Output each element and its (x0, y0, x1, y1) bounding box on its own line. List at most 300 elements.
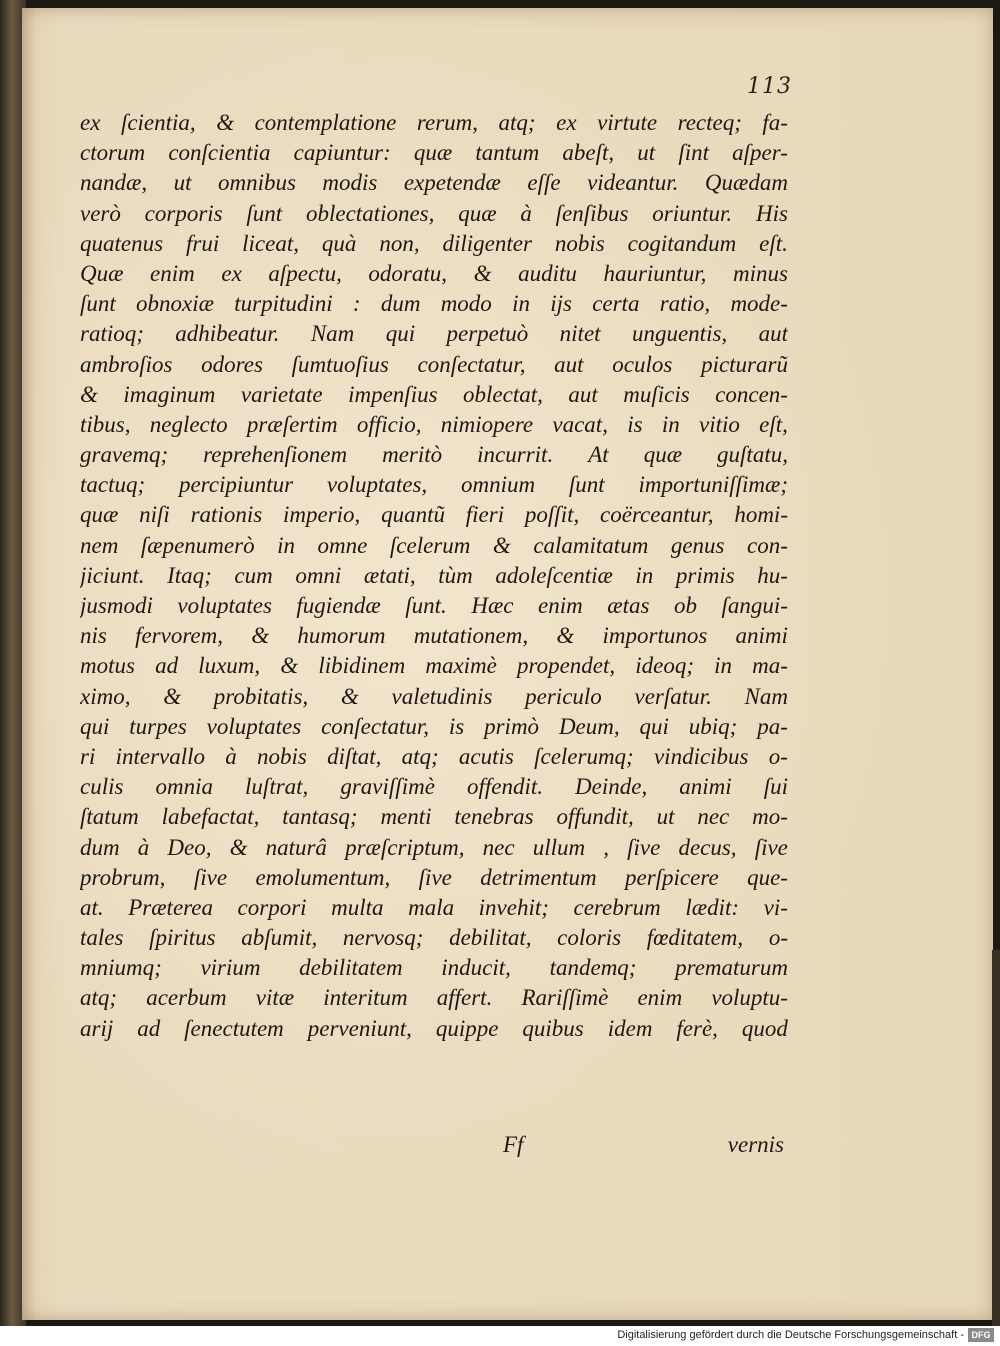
text-line (80, 1014, 788, 1044)
word: luſtrat, (245, 774, 309, 800)
word: à (225, 743, 237, 769)
word: imperio, (282, 502, 361, 528)
word: ſcelerumq; (534, 743, 634, 769)
word: o- (768, 925, 788, 951)
text-line (80, 893, 788, 923)
word: ſint (678, 140, 709, 166)
text-line (80, 350, 788, 380)
word: quæ (80, 502, 119, 528)
word: omnium (460, 472, 536, 498)
word: odoratu, (368, 260, 448, 286)
body-text (80, 108, 788, 1044)
word: enim (150, 260, 195, 286)
word: verſatur. (634, 683, 712, 709)
word: propendet, (516, 653, 616, 679)
word: nobis (554, 230, 605, 256)
word: fugiendæ (296, 593, 381, 618)
word: in (635, 562, 654, 588)
text-line (80, 108, 788, 138)
word: varietate (240, 381, 323, 407)
word: arij (80, 1015, 114, 1041)
word: mutationem, (413, 623, 529, 649)
word: atq; (498, 110, 536, 135)
word: certa (592, 291, 640, 317)
word: ſumtuoſius (291, 351, 389, 377)
word: mala (408, 894, 455, 920)
word: Hæc (471, 593, 514, 618)
word: & (280, 653, 299, 679)
word: ratio, (659, 291, 711, 317)
word: incurrit. (477, 442, 554, 468)
word: meritò (382, 442, 443, 468)
word: enim (538, 593, 583, 618)
word: diligenter (442, 230, 532, 256)
word: nem (80, 532, 119, 558)
word: & (251, 623, 270, 649)
word: concen- (715, 381, 788, 407)
word: primò (484, 713, 540, 739)
word: ratioq; (80, 321, 144, 347)
word: atq; (80, 985, 118, 1011)
word: unguentis, (631, 321, 728, 347)
word: offendit. (466, 774, 543, 800)
text-line (80, 712, 788, 742)
word: mode- (730, 291, 788, 317)
text-line (80, 410, 788, 440)
word: at. (80, 894, 104, 920)
word: tenebras (454, 804, 534, 830)
word: conſectatur, (321, 713, 430, 739)
word: Præterea (128, 894, 213, 920)
word: præſcriptum, (345, 834, 465, 860)
word: fœditatem, (646, 925, 744, 951)
word: poſſit, (524, 502, 580, 528)
word: importunos (602, 623, 708, 649)
word: intervallo (115, 743, 206, 769)
word: niſi (139, 502, 170, 528)
text-line (80, 772, 788, 802)
word: aſpectu, (268, 260, 342, 286)
word: qui (639, 713, 669, 739)
word: omnibus (217, 170, 296, 196)
word: Deum, (558, 713, 620, 739)
word: lædit: (685, 894, 740, 920)
word: hu- (757, 562, 788, 588)
word: ferè, (676, 1015, 718, 1041)
word: præſertim (246, 411, 338, 437)
word: jusmodi (80, 593, 153, 618)
word: Deo, (167, 834, 212, 860)
word: decus, (678, 834, 737, 860)
word: obnoxiæ (136, 291, 214, 317)
word: His (755, 200, 788, 226)
word: omne (317, 532, 368, 558)
word: multa (331, 894, 384, 920)
text-line (80, 953, 788, 983)
page-number: 113 (747, 74, 792, 99)
word: adhibeatur. (175, 321, 280, 347)
text-line (80, 591, 788, 621)
word: corpori (237, 894, 307, 920)
word: is (627, 411, 643, 437)
text-line (80, 199, 788, 229)
word: emolumentum, (255, 864, 391, 890)
word: acerbum (146, 985, 227, 1011)
word: fa- (762, 110, 788, 135)
word: naturâ (265, 834, 327, 860)
word: enim (637, 985, 683, 1011)
word: Rariſſimè (521, 985, 609, 1011)
text-line (80, 168, 788, 198)
word: homi- (734, 502, 788, 528)
word: picturarũ (701, 351, 788, 377)
word: inducit, (441, 955, 511, 981)
word: graviſſimè (340, 774, 435, 800)
word: & (229, 834, 248, 860)
text-line (80, 863, 788, 893)
word: nis (80, 623, 107, 649)
text-line (80, 833, 788, 863)
digitization-footer (0, 1326, 1000, 1346)
word: ut (656, 804, 675, 830)
word: frui (185, 230, 220, 256)
word: & (340, 683, 359, 709)
word: oblectat, (463, 381, 543, 407)
page-footer-marks (80, 1132, 784, 1162)
word: rerum, (416, 110, 479, 135)
word: modo (440, 291, 492, 317)
word: ſive (627, 834, 661, 860)
word: probrum, (80, 864, 166, 890)
word: ri (80, 743, 96, 769)
word: & (163, 683, 182, 709)
word: periculo (525, 683, 602, 709)
word: Itaq; (167, 562, 212, 588)
text-line (80, 470, 788, 500)
word: in (661, 411, 680, 437)
word: ætas (607, 593, 650, 618)
adjacent-page-edge (992, 950, 1000, 1326)
word: vitio (698, 411, 740, 437)
text-line (80, 440, 788, 470)
word: nimiopere (440, 411, 534, 437)
word: Nam (310, 321, 355, 347)
word: tactuq; (80, 472, 146, 498)
word: vindicibus (653, 743, 749, 769)
word: con- (747, 532, 788, 558)
word: auditu (518, 260, 577, 286)
word: ubiq; (688, 713, 738, 739)
word: calamitatum (533, 532, 649, 558)
word: luxum, (198, 653, 261, 679)
word: At (588, 442, 609, 468)
word: perpetuò (446, 321, 529, 347)
word: voluptates (206, 713, 302, 739)
word: modis (322, 170, 378, 196)
text-line (80, 500, 788, 530)
word: oblectationes, (306, 200, 435, 226)
word: genus (670, 532, 725, 558)
word: & (216, 110, 235, 135)
word: percipiuntur (178, 472, 294, 498)
word: Quæ (80, 260, 124, 286)
word: eſt, (759, 411, 788, 437)
word: ſive (754, 834, 788, 860)
word: dum (380, 291, 421, 317)
word: offundit, (556, 804, 634, 830)
funding-credit: Digitalisierung gefördert durch die Deutsche Forschungsgemeinschaft - (617, 1329, 964, 1341)
word: nitet (559, 321, 601, 347)
word: gravemq; (80, 442, 169, 468)
word: vitæ (255, 985, 295, 1011)
word: invehit; (478, 894, 549, 920)
word: eſſe (527, 170, 561, 196)
text-line (80, 259, 788, 289)
word: videantur. (587, 170, 679, 196)
word: ambroſios (80, 351, 173, 377)
word: Quædam (704, 170, 788, 196)
word: fervorem, (135, 623, 224, 649)
word: dum (80, 834, 120, 860)
word: conſectatur, (417, 351, 526, 377)
word: odores (201, 351, 263, 377)
word: ximo, (80, 683, 131, 709)
word: contemplatione (254, 110, 397, 135)
word: ſcientia, (120, 110, 196, 135)
word: ob (673, 593, 697, 618)
word: verò (80, 200, 121, 226)
word: omni (295, 562, 342, 588)
word: , (603, 834, 609, 860)
word: cum (234, 562, 273, 588)
word: oriuntur. (652, 200, 733, 226)
word: oculos (612, 351, 673, 377)
word: primis (675, 562, 735, 588)
word: non, (379, 230, 420, 256)
word: ſive (193, 864, 228, 890)
word: ad (137, 1015, 161, 1041)
word: quæ (458, 200, 497, 226)
text-line (80, 380, 788, 410)
word: cogitandum (627, 230, 737, 256)
word: fieri (465, 502, 505, 528)
word: ſenectutem (184, 1015, 284, 1041)
word: ullum (532, 834, 586, 860)
word: abeſt, (562, 140, 615, 166)
word: ad (155, 653, 179, 679)
word: virium (200, 955, 261, 981)
text-line (80, 229, 788, 259)
word: tibus, (80, 411, 131, 437)
word: nec (697, 804, 730, 830)
word: ſcelerum (389, 532, 471, 558)
word: labefactat, (161, 804, 260, 830)
word: quæ (643, 442, 683, 468)
word: ſunt (246, 200, 283, 226)
word: coloris (557, 925, 622, 951)
word: mniumq; (80, 955, 162, 981)
word: coërceantur, (600, 502, 714, 528)
word: diſtat, (327, 743, 382, 769)
word: in (512, 291, 530, 317)
word: quippe (435, 1015, 499, 1041)
word: quæ (413, 140, 453, 166)
word: tantum (475, 140, 540, 166)
word: & (492, 532, 511, 558)
text-line (80, 983, 788, 1013)
word: in (277, 532, 295, 558)
word: atq; (401, 743, 439, 769)
signature-mark: Ff (503, 1132, 524, 1157)
word: idem (607, 1015, 653, 1041)
word: aſper- (732, 140, 788, 166)
word: hauriuntur, (603, 260, 707, 286)
word: quantũ (381, 502, 445, 528)
catchword: vernis (727, 1132, 784, 1157)
word: o- (768, 743, 788, 769)
word: minus (732, 260, 788, 286)
word: nandæ, (80, 170, 148, 196)
word: eſt. (759, 230, 788, 256)
word: nervosq; (342, 925, 424, 951)
word: ideoq; (635, 653, 695, 679)
word: ex (80, 110, 101, 135)
word: perſpicere (624, 864, 719, 890)
word: expetendæ (403, 170, 501, 196)
word: quatenus (80, 230, 164, 256)
word: vi- (763, 894, 788, 920)
text-line (80, 682, 788, 712)
word: interitum (323, 985, 408, 1011)
text-line (80, 651, 788, 681)
word: tandemq; (549, 955, 637, 981)
text-line (80, 289, 788, 319)
word: tùm (438, 562, 473, 588)
word: animi (679, 774, 732, 800)
word: Deinde, (575, 774, 648, 800)
text-line (80, 138, 788, 168)
word: ſunt. (405, 593, 447, 618)
word: ctorum (80, 140, 146, 166)
word: prematurum (675, 955, 788, 981)
text-line (80, 319, 788, 349)
word: & (80, 381, 98, 407)
word: ſæpenumerò (140, 532, 255, 558)
word: officio, (356, 411, 422, 437)
word: nec (482, 834, 515, 860)
word: ma- (752, 653, 788, 679)
word: acutis (458, 743, 514, 769)
word: ſpiritus (149, 925, 216, 951)
word: motus (80, 653, 135, 679)
word: vacat, (552, 411, 608, 437)
word: voluptu- (711, 985, 788, 1011)
word: qui (385, 321, 416, 347)
word: probitatis, (213, 683, 309, 709)
word: quà (321, 230, 357, 256)
word: voluptates, (326, 472, 428, 498)
word: ſtatum (80, 804, 139, 830)
word: ſunt (568, 472, 605, 498)
word: menti (380, 804, 432, 830)
word: pa- (757, 713, 788, 739)
word: à (520, 200, 532, 226)
word: turpitudini (234, 291, 333, 317)
word: tantasq; (282, 804, 358, 830)
word: culis (80, 774, 124, 800)
word: conſcientia (168, 140, 271, 166)
word: humorum (297, 623, 386, 649)
word: qui (80, 713, 110, 739)
word: importuniſſimæ; (638, 472, 788, 498)
word: recteq; (677, 110, 742, 135)
word: omnia (155, 774, 213, 800)
text-line (80, 802, 788, 832)
word: perveniunt, (307, 1015, 412, 1041)
word: ut (637, 140, 656, 166)
word: nobis (256, 743, 307, 769)
word: aut (568, 381, 598, 407)
word: mo- (752, 804, 788, 830)
word: voluptates (177, 593, 272, 618)
word: virtute (597, 110, 658, 135)
word: Nam (744, 683, 788, 709)
word: ut (173, 170, 192, 196)
text-line (80, 923, 788, 953)
word: reprehenſionem (203, 442, 348, 468)
word: impenſius (348, 381, 438, 407)
text-line (80, 531, 788, 561)
word: neglecto (149, 411, 228, 437)
word: ex (221, 260, 242, 286)
word: turpes (129, 713, 187, 739)
text-line (80, 621, 788, 651)
word: jiciunt. (80, 562, 145, 588)
word: : (352, 291, 361, 317)
word: & (473, 260, 492, 286)
word: is (448, 713, 465, 739)
word: adoleſcentiæ (495, 562, 613, 588)
text-line (80, 561, 788, 591)
word: animi (735, 623, 788, 649)
word: ſui (763, 774, 788, 800)
word: abſumit, (241, 925, 318, 951)
word: detrimentum (480, 864, 597, 890)
word: cerebrum (573, 894, 661, 920)
word: ex (556, 110, 577, 135)
word: debilitat, (449, 925, 532, 951)
word: capiuntur: (293, 140, 391, 166)
word: corporis (144, 200, 223, 226)
word: ſunt (80, 291, 116, 317)
word: valetudinis (391, 683, 493, 709)
word: tales (80, 925, 124, 951)
word: liceat, (242, 230, 299, 256)
word: libidinem (318, 653, 406, 679)
text-line (80, 742, 788, 772)
word: aut (554, 351, 584, 377)
word: muſicis (623, 381, 690, 407)
word: rationis (190, 502, 263, 528)
word: debilitatem (299, 955, 403, 981)
word: quibus (522, 1015, 584, 1041)
word: maximè (425, 653, 497, 679)
word: & (556, 623, 575, 649)
word: à (137, 834, 150, 860)
word: affert. (436, 985, 493, 1011)
word: ſangui- (721, 593, 788, 618)
word: guſtatu, (717, 442, 788, 468)
